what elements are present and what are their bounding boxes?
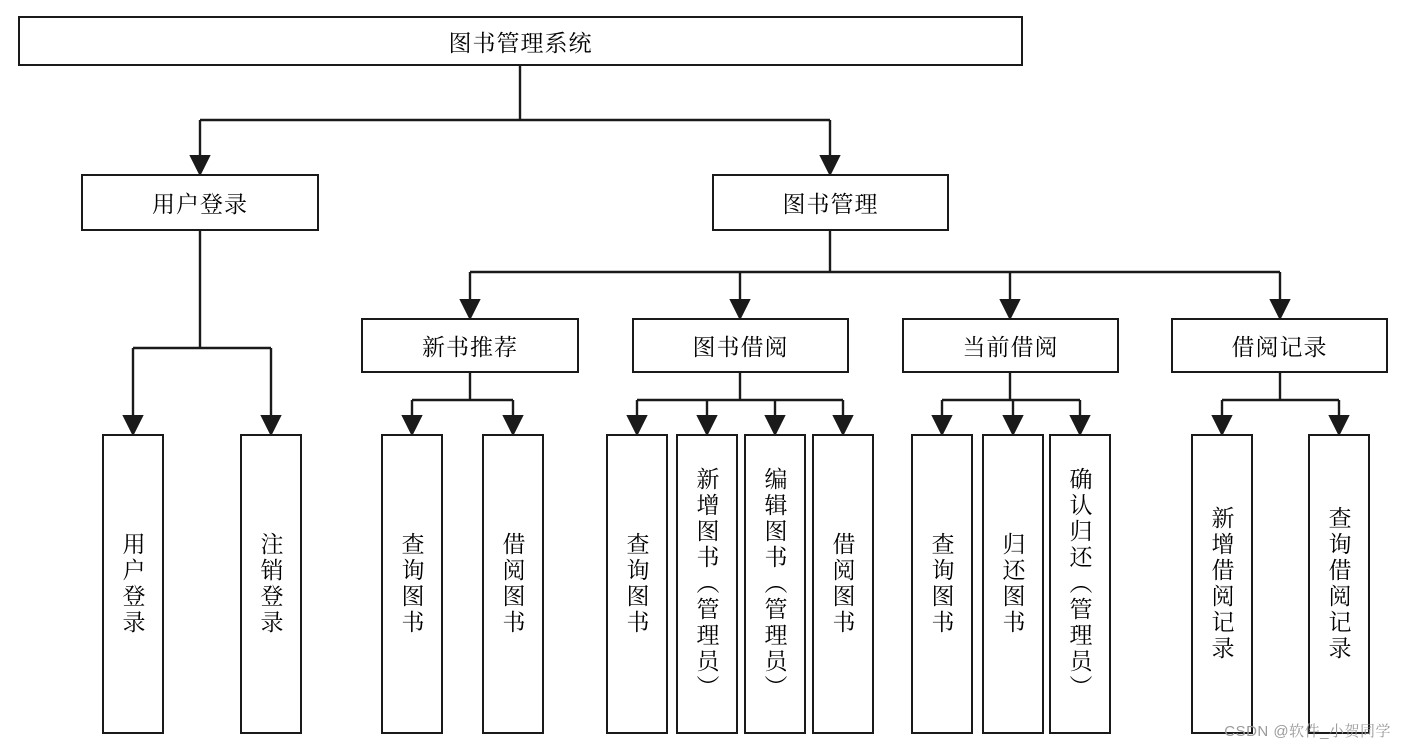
node-book-management[interactable] bbox=[712, 174, 949, 231]
node-leaf-return-book[interactable] bbox=[982, 434, 1044, 734]
node-leaf-confirm-return-admin[interactable] bbox=[1049, 434, 1111, 734]
node-label: 当前借阅 bbox=[962, 334, 1059, 360]
watermark: CSDN @软件_小贺同学 bbox=[1224, 723, 1391, 740]
node-borrow-record[interactable] bbox=[1171, 318, 1388, 373]
node-label: 图书借阅 bbox=[692, 334, 789, 360]
node-label: 新增图书（管理员） bbox=[693, 467, 720, 701]
node-label: 查询图书 bbox=[928, 532, 955, 636]
node-leaf-borrow-book-new[interactable] bbox=[482, 434, 544, 734]
node-label: 借阅记录 bbox=[1231, 334, 1328, 360]
node-leaf-user-login[interactable] bbox=[102, 434, 164, 734]
node-leaf-query-book[interactable] bbox=[606, 434, 668, 734]
node-leaf-add-borrow-record[interactable] bbox=[1191, 434, 1253, 734]
node-label: 图书管理 bbox=[782, 191, 879, 217]
node-label: 借阅图书 bbox=[829, 532, 856, 636]
node-leaf-add-book-admin[interactable] bbox=[676, 434, 738, 734]
node-book-borrow[interactable] bbox=[632, 318, 849, 373]
node-leaf-logout[interactable] bbox=[240, 434, 302, 734]
node-leaf-query-book-new[interactable] bbox=[381, 434, 443, 734]
node-leaf-query-book-current[interactable] bbox=[911, 434, 973, 734]
node-label: 编辑图书（管理员） bbox=[761, 467, 788, 701]
node-label: 查询图书 bbox=[623, 532, 650, 636]
node-label: 归还图书 bbox=[999, 532, 1026, 636]
node-label: 查询借阅记录 bbox=[1325, 506, 1352, 662]
node-user-login[interactable] bbox=[81, 174, 319, 231]
node-leaf-query-borrow-record[interactable] bbox=[1308, 434, 1370, 734]
node-label: 新增借阅记录 bbox=[1208, 506, 1235, 662]
node-label: 新书推荐 bbox=[422, 334, 518, 360]
node-current-borrow[interactable] bbox=[902, 318, 1119, 373]
node-label: 查询图书 bbox=[398, 532, 425, 636]
node-root[interactable] bbox=[18, 16, 1023, 66]
node-label: 用户登录 bbox=[119, 532, 146, 636]
node-leaf-edit-book-admin[interactable] bbox=[744, 434, 806, 734]
node-label: 图书管理系统 bbox=[448, 29, 593, 56]
node-label: 注销登录 bbox=[257, 532, 284, 636]
node-leaf-borrow-book[interactable] bbox=[812, 434, 874, 734]
node-label: 借阅图书 bbox=[499, 532, 526, 636]
node-new-book-recommend[interactable] bbox=[361, 318, 579, 373]
node-label: 用户登录 bbox=[152, 191, 248, 217]
node-label: 确认归还（管理员） bbox=[1066, 467, 1093, 701]
